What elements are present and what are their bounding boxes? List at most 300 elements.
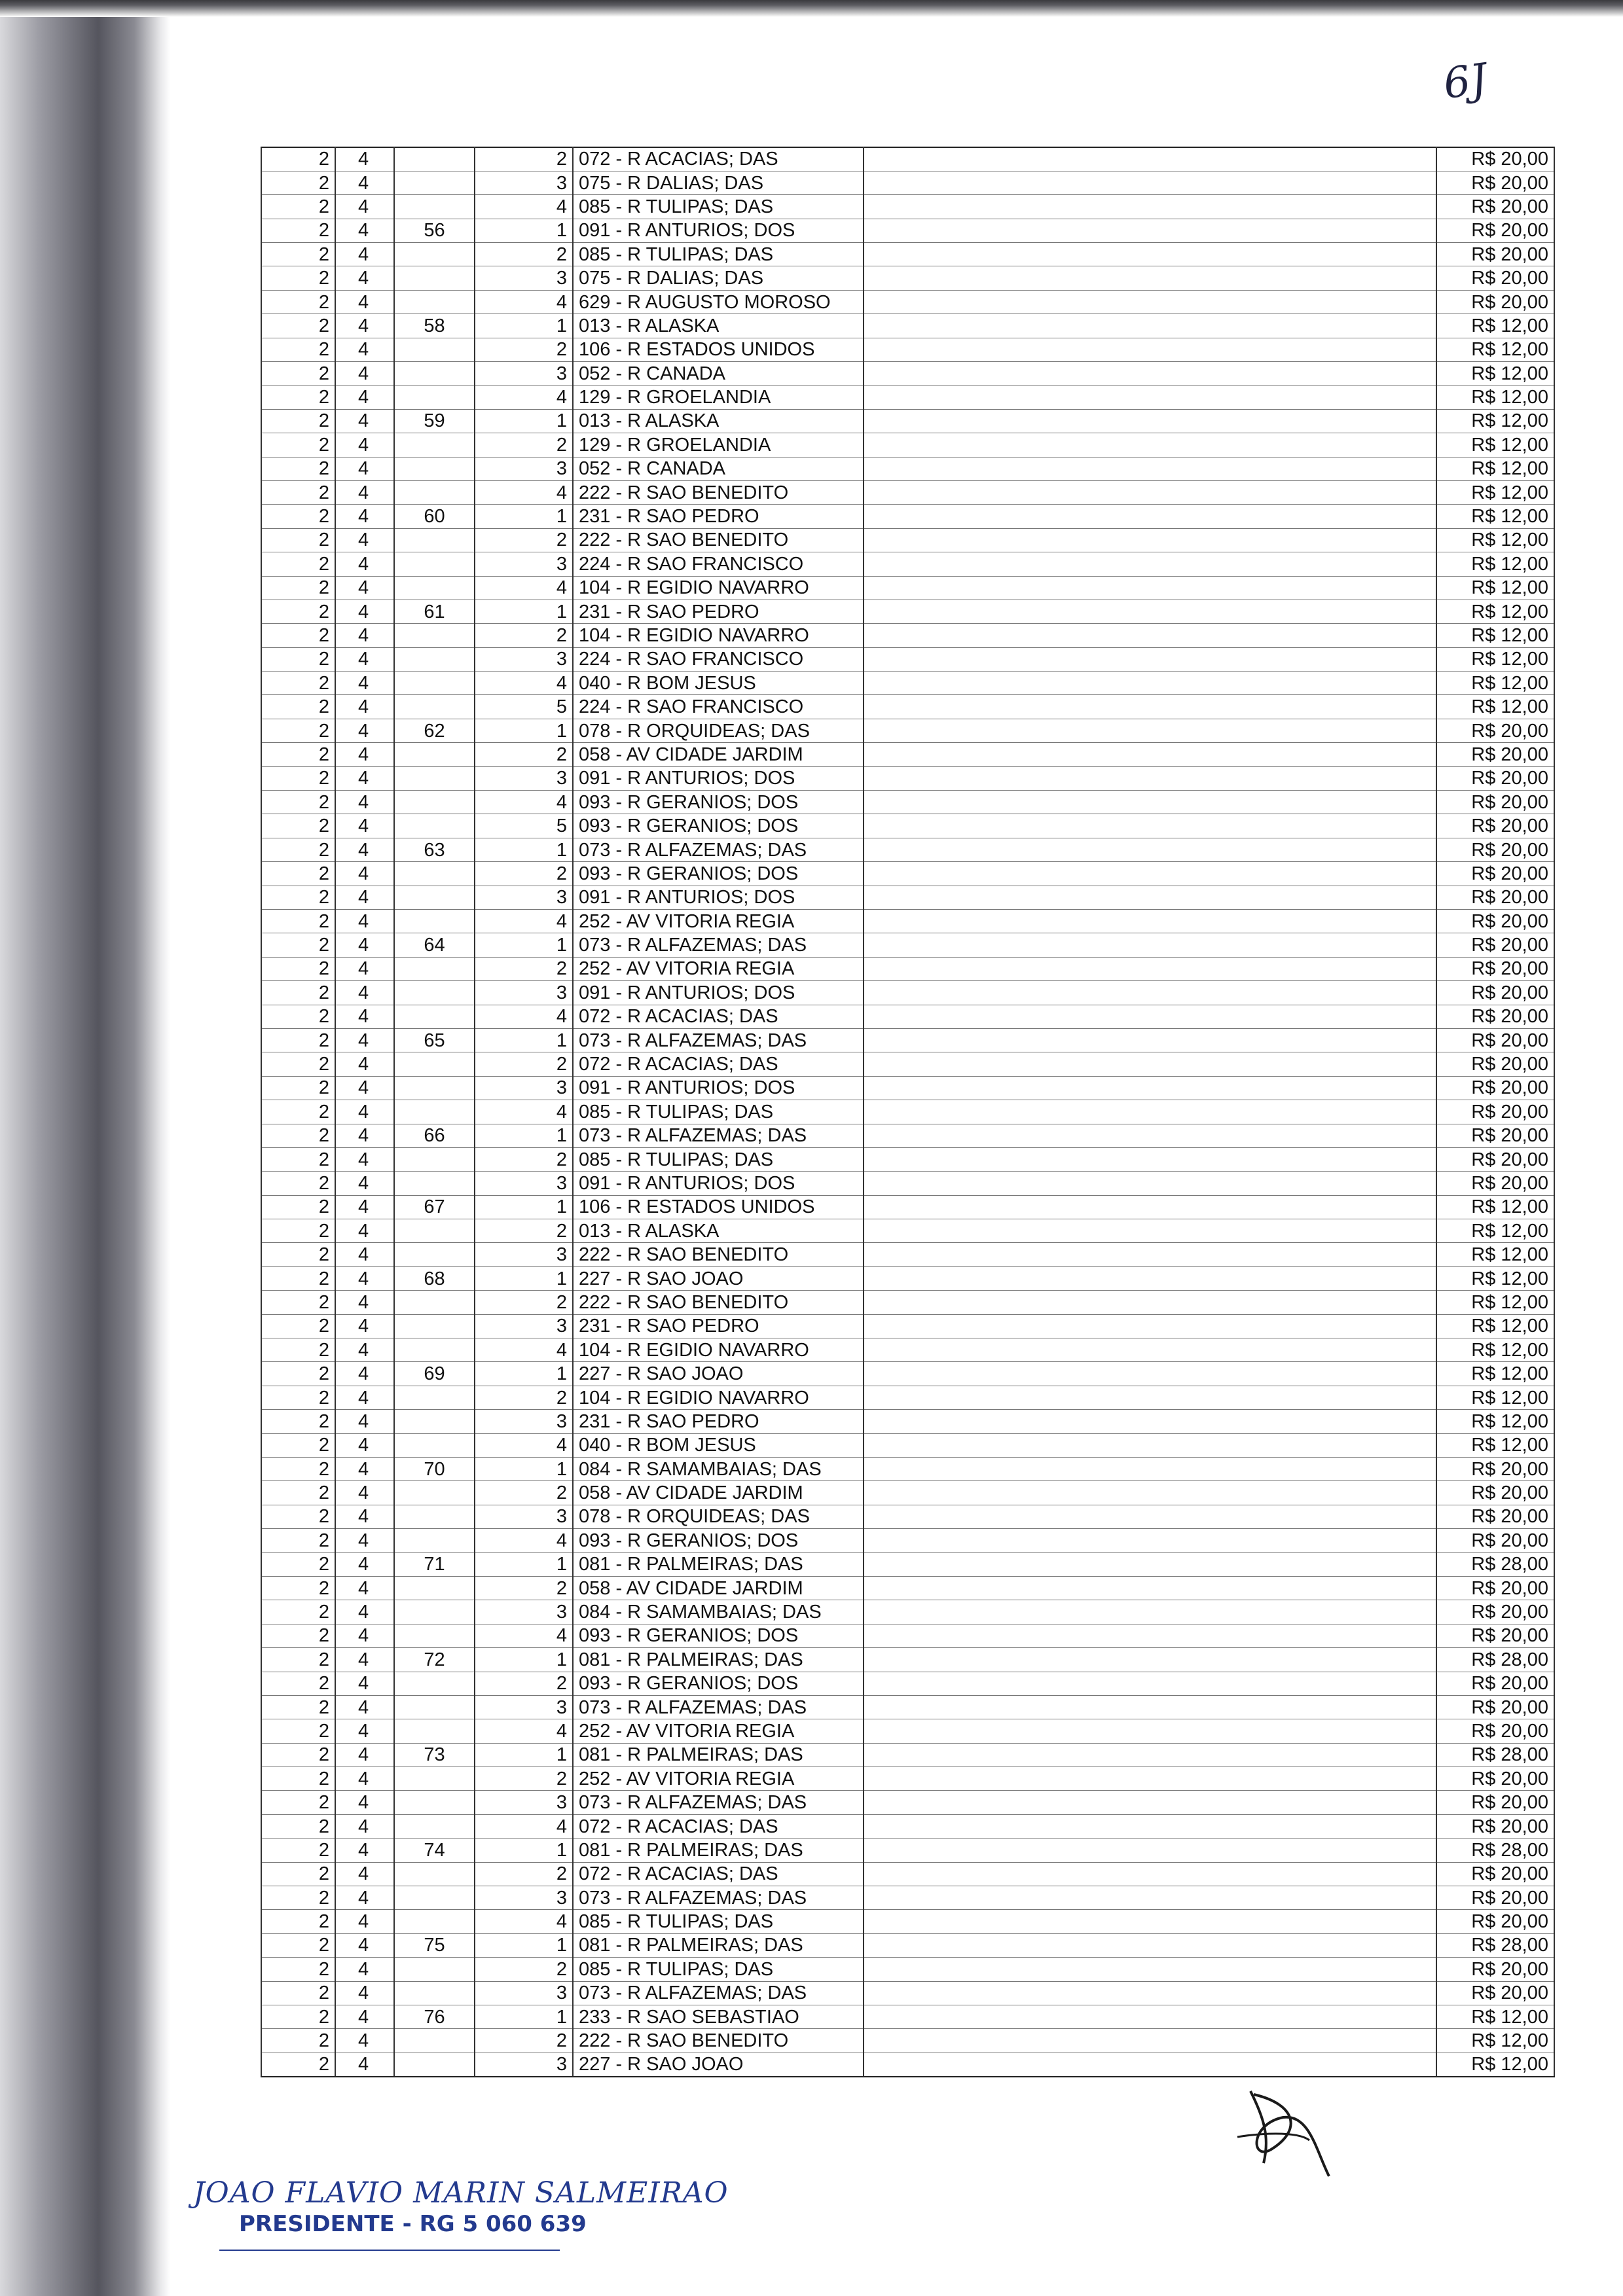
col-blank-cell (864, 1862, 1436, 1886)
col-street-cell: 084 - R SAMAMBAIAS; DAS (573, 1600, 864, 1624)
col-zone-cell: 4 (335, 1600, 394, 1624)
col-group-cell: 2 (261, 719, 335, 742)
col-street-cell: 073 - R ALFAZEMAS; DAS (573, 1981, 864, 2005)
col-seq-cell: 4 (475, 576, 573, 600)
col-zone-cell: 4 (335, 480, 394, 504)
col-block-cell (394, 1147, 475, 1171)
col-street-cell: 081 - R PALMEIRAS; DAS (573, 1839, 864, 1862)
col-value-cell: R$ 20,00 (1436, 1600, 1554, 1624)
col-value-cell: R$ 20,00 (1436, 719, 1554, 742)
col-seq-cell: 2 (475, 147, 573, 171)
col-group-cell: 2 (261, 362, 335, 386)
table-row (261, 2053, 1554, 2076)
col-group-cell: 2 (261, 1338, 335, 1362)
col-street-cell: 073 - R ALFAZEMAS; DAS (573, 1124, 864, 1147)
col-block-cell (394, 1791, 475, 1814)
col-seq-cell: 5 (475, 814, 573, 838)
col-zone-cell: 4 (335, 1291, 394, 1314)
col-blank-cell (864, 2053, 1436, 2076)
col-zone-cell: 4 (335, 1124, 394, 1147)
col-blank-cell (864, 2029, 1436, 2053)
col-zone-cell: 4 (335, 1933, 394, 1957)
table-row (261, 1433, 1554, 1457)
col-group-cell: 2 (261, 1958, 335, 1981)
col-group-cell: 2 (261, 933, 335, 957)
col-street-cell: 091 - R ANTURIOS; DOS (573, 1172, 864, 1195)
col-value-cell: R$ 28,00 (1436, 1933, 1554, 1957)
table-row (261, 910, 1554, 933)
table-row (261, 576, 1554, 600)
col-block-cell: 59 (394, 409, 475, 433)
col-group-cell: 2 (261, 1052, 335, 1076)
col-zone-cell: 4 (335, 1958, 394, 1981)
col-blank-cell (864, 838, 1436, 861)
col-value-cell: R$ 12,00 (1436, 2053, 1554, 2076)
col-zone-cell: 4 (335, 2053, 394, 2076)
table-row (261, 1266, 1554, 1290)
col-zone-cell: 4 (335, 1338, 394, 1362)
col-blank-cell (864, 1147, 1436, 1171)
col-zone-cell: 4 (335, 505, 394, 528)
col-group-cell: 2 (261, 386, 335, 409)
col-street-cell: 052 - R CANADA (573, 457, 864, 480)
col-street-cell: 052 - R CANADA (573, 362, 864, 386)
col-seq-cell: 3 (475, 457, 573, 480)
table-row (261, 1386, 1554, 1409)
table-row (261, 1672, 1554, 1695)
col-street-cell: 075 - R DALIAS; DAS (573, 266, 864, 290)
col-zone-cell: 4 (335, 266, 394, 290)
col-seq-cell: 3 (475, 362, 573, 386)
col-blank-cell (864, 886, 1436, 909)
scan-top-edge (0, 0, 1623, 17)
col-street-cell: 073 - R ALFAZEMAS; DAS (573, 1695, 864, 1719)
col-group-cell: 2 (261, 1433, 335, 1457)
table-row (261, 1147, 1554, 1171)
col-blank-cell (864, 528, 1436, 552)
col-seq-cell: 3 (475, 1076, 573, 1100)
table-row (261, 957, 1554, 980)
col-block-cell: 62 (394, 719, 475, 742)
col-street-cell: 075 - R DALIAS; DAS (573, 171, 864, 194)
col-group-cell: 2 (261, 2053, 335, 2076)
col-group-cell: 2 (261, 1386, 335, 1409)
col-seq-cell: 4 (475, 290, 573, 314)
col-seq-cell: 2 (475, 1219, 573, 1243)
col-group-cell: 2 (261, 243, 335, 266)
col-block-cell (394, 862, 475, 886)
col-group-cell: 2 (261, 1219, 335, 1243)
col-group-cell: 2 (261, 1243, 335, 1266)
col-seq-cell: 4 (475, 1005, 573, 1028)
col-zone-cell: 4 (335, 791, 394, 814)
col-blank-cell (864, 1600, 1436, 1624)
col-value-cell: R$ 20,00 (1436, 886, 1554, 909)
col-blank-cell (864, 1576, 1436, 1600)
col-blank-cell (864, 624, 1436, 647)
col-group-cell: 2 (261, 1791, 335, 1814)
col-street-cell: 222 - R SAO BENEDITO (573, 1243, 864, 1266)
table-row (261, 719, 1554, 742)
col-seq-cell: 3 (475, 1410, 573, 1433)
col-block-cell (394, 814, 475, 838)
col-zone-cell: 4 (335, 243, 394, 266)
col-value-cell: R$ 20,00 (1436, 1529, 1554, 1552)
col-value-cell: R$ 20,00 (1436, 1576, 1554, 1600)
col-zone-cell: 4 (335, 2005, 394, 2028)
col-value-cell: R$ 12,00 (1436, 505, 1554, 528)
col-seq-cell: 2 (475, 1576, 573, 1600)
col-blank-cell (864, 600, 1436, 623)
col-block-cell (394, 1862, 475, 1886)
col-block-cell (394, 1291, 475, 1314)
col-group-cell: 2 (261, 480, 335, 504)
col-zone-cell: 4 (335, 1481, 394, 1505)
col-value-cell: R$ 12,00 (1436, 386, 1554, 409)
col-value-cell: R$ 12,00 (1436, 624, 1554, 647)
table-row (261, 862, 1554, 886)
col-street-cell: 072 - R ACACIAS; DAS (573, 1862, 864, 1886)
col-zone-cell: 4 (335, 1981, 394, 2005)
col-block-cell (394, 1767, 475, 1791)
col-value-cell: R$ 12,00 (1436, 1266, 1554, 1290)
col-zone-cell: 4 (335, 1100, 394, 1124)
col-value-cell: R$ 20,00 (1436, 266, 1554, 290)
table-row (261, 266, 1554, 290)
table-row (261, 1243, 1554, 1266)
col-blank-cell (864, 862, 1436, 886)
col-value-cell: R$ 12,00 (1436, 409, 1554, 433)
col-street-cell: 093 - R GERANIOS; DOS (573, 862, 864, 886)
table-row (261, 624, 1554, 647)
table-row (261, 171, 1554, 194)
col-group-cell: 2 (261, 1624, 335, 1647)
col-zone-cell: 4 (335, 1052, 394, 1076)
col-blank-cell (864, 1672, 1436, 1695)
col-block-cell (394, 981, 475, 1005)
col-blank-cell (864, 1648, 1436, 1672)
col-seq-cell: 1 (475, 409, 573, 433)
col-street-cell: 091 - R ANTURIOS; DOS (573, 219, 864, 242)
col-seq-cell: 1 (475, 314, 573, 338)
col-value-cell: R$ 20,00 (1436, 791, 1554, 814)
table-row (261, 838, 1554, 861)
table-row (261, 695, 1554, 719)
col-block-cell: 75 (394, 1933, 475, 1957)
col-block-cell: 73 (394, 1743, 475, 1767)
col-group-cell: 2 (261, 576, 335, 600)
col-zone-cell: 4 (335, 1814, 394, 1838)
col-block-cell: 68 (394, 1266, 475, 1290)
col-blank-cell (864, 1481, 1436, 1505)
col-value-cell: R$ 12,00 (1436, 1386, 1554, 1409)
col-seq-cell: 3 (475, 1243, 573, 1266)
table-row (261, 1362, 1554, 1386)
data-table (261, 147, 1555, 2077)
table-row (261, 1172, 1554, 1195)
col-seq-cell: 1 (475, 505, 573, 528)
col-zone-cell: 4 (335, 457, 394, 480)
col-seq-cell: 3 (475, 1505, 573, 1528)
col-value-cell: R$ 12,00 (1436, 338, 1554, 361)
col-zone-cell: 4 (335, 433, 394, 457)
col-group-cell: 2 (261, 1862, 335, 1886)
col-seq-cell: 4 (475, 1624, 573, 1647)
col-zone-cell: 4 (335, 386, 394, 409)
col-blank-cell (864, 1981, 1436, 2005)
col-group-cell: 2 (261, 766, 335, 790)
col-value-cell: R$ 12,00 (1436, 1410, 1554, 1433)
col-group-cell: 2 (261, 266, 335, 290)
col-block-cell (394, 1386, 475, 1409)
col-seq-cell: 3 (475, 981, 573, 1005)
col-seq-cell: 1 (475, 1362, 573, 1386)
table-row (261, 814, 1554, 838)
col-blank-cell (864, 409, 1436, 433)
col-street-cell: 129 - R GROELANDIA (573, 386, 864, 409)
col-seq-cell: 2 (475, 1052, 573, 1076)
col-seq-cell: 3 (475, 1314, 573, 1338)
col-zone-cell: 4 (335, 2029, 394, 2053)
col-street-cell: 078 - R ORQUIDEAS; DAS (573, 719, 864, 742)
col-blank-cell (864, 1410, 1436, 1433)
col-seq-cell: 2 (475, 743, 573, 766)
col-blank-cell (864, 2005, 1436, 2028)
col-group-cell: 2 (261, 862, 335, 886)
col-value-cell: R$ 20,00 (1436, 1481, 1554, 1505)
col-blank-cell (864, 719, 1436, 742)
table-row (261, 2005, 1554, 2028)
col-street-cell: 091 - R ANTURIOS; DOS (573, 1076, 864, 1100)
col-group-cell: 2 (261, 838, 335, 861)
col-zone-cell: 4 (335, 600, 394, 623)
col-street-cell: 227 - R SAO JOAO (573, 1362, 864, 1386)
col-value-cell: R$ 20,00 (1436, 147, 1554, 171)
col-blank-cell (864, 1219, 1436, 1243)
col-blank-cell (864, 910, 1436, 933)
table-row (261, 647, 1554, 671)
col-zone-cell: 4 (335, 766, 394, 790)
col-seq-cell: 1 (475, 838, 573, 861)
table-row (261, 1005, 1554, 1028)
col-group-cell: 2 (261, 1839, 335, 1862)
col-zone-cell: 4 (335, 719, 394, 742)
col-street-cell: 222 - R SAO BENEDITO (573, 528, 864, 552)
col-value-cell: R$ 20,00 (1436, 1147, 1554, 1171)
col-zone-cell: 4 (335, 552, 394, 576)
col-seq-cell: 3 (475, 1695, 573, 1719)
col-blank-cell (864, 433, 1436, 457)
col-block-cell: 69 (394, 1362, 475, 1386)
table-row (261, 1695, 1554, 1719)
col-value-cell: R$ 12,00 (1436, 1362, 1554, 1386)
col-blank-cell (864, 933, 1436, 957)
col-value-cell: R$ 20,00 (1436, 766, 1554, 790)
col-value-cell: R$ 20,00 (1436, 933, 1554, 957)
col-street-cell: 085 - R TULIPAS; DAS (573, 1147, 864, 1171)
col-value-cell: R$ 20,00 (1436, 838, 1554, 861)
col-group-cell: 2 (261, 1481, 335, 1505)
table-row (261, 933, 1554, 957)
col-blank-cell (864, 1314, 1436, 1338)
col-zone-cell: 4 (335, 528, 394, 552)
col-blank-cell (864, 338, 1436, 361)
col-blank-cell (864, 1624, 1436, 1647)
col-group-cell: 2 (261, 1672, 335, 1695)
col-zone-cell: 4 (335, 1552, 394, 1576)
table-row (261, 1457, 1554, 1480)
col-block-cell (394, 171, 475, 194)
col-group-cell: 2 (261, 314, 335, 338)
col-seq-cell: 4 (475, 480, 573, 504)
col-zone-cell: 4 (335, 1386, 394, 1409)
col-block-cell (394, 433, 475, 457)
table-row (261, 1767, 1554, 1791)
col-street-cell: 085 - R TULIPAS; DAS (573, 1100, 864, 1124)
col-street-cell: 073 - R ALFAZEMAS; DAS (573, 1791, 864, 1814)
col-group-cell: 2 (261, 1028, 335, 1052)
col-group-cell: 2 (261, 195, 335, 219)
col-group-cell: 2 (261, 624, 335, 647)
col-group-cell: 2 (261, 1195, 335, 1219)
col-value-cell: R$ 12,00 (1436, 576, 1554, 600)
col-value-cell: R$ 20,00 (1436, 1791, 1554, 1814)
signature-mark (1224, 2078, 1342, 2183)
col-zone-cell: 4 (335, 1910, 394, 1933)
col-value-cell: R$ 20,00 (1436, 195, 1554, 219)
table-row (261, 1552, 1554, 1576)
col-street-cell: 085 - R TULIPAS; DAS (573, 1910, 864, 1933)
col-group-cell: 2 (261, 1529, 335, 1552)
table-row (261, 600, 1554, 623)
col-blank-cell (864, 1933, 1436, 1957)
col-blank-cell (864, 1124, 1436, 1147)
col-zone-cell: 4 (335, 171, 394, 194)
handwritten-page-number: 6J (1440, 54, 1491, 109)
col-block-cell (394, 1052, 475, 1076)
col-block-cell: 70 (394, 1457, 475, 1480)
col-block-cell (394, 766, 475, 790)
col-seq-cell: 4 (475, 1100, 573, 1124)
table-row (261, 409, 1554, 433)
col-block-cell: 66 (394, 1124, 475, 1147)
table-row (261, 1648, 1554, 1672)
col-zone-cell: 4 (335, 1410, 394, 1433)
col-seq-cell: 2 (475, 1862, 573, 1886)
col-blank-cell (864, 957, 1436, 980)
col-block-cell (394, 791, 475, 814)
col-seq-cell: 3 (475, 1886, 573, 1910)
col-group-cell: 2 (261, 1147, 335, 1171)
col-zone-cell: 4 (335, 1624, 394, 1647)
col-group-cell: 2 (261, 290, 335, 314)
table-row (261, 1052, 1554, 1076)
col-group-cell: 2 (261, 886, 335, 909)
col-blank-cell (864, 1076, 1436, 1100)
table-row (261, 1886, 1554, 1910)
col-zone-cell: 4 (335, 1362, 394, 1386)
col-zone-cell: 4 (335, 1243, 394, 1266)
col-group-cell: 2 (261, 1505, 335, 1528)
col-zone-cell: 4 (335, 624, 394, 647)
col-zone-cell: 4 (335, 195, 394, 219)
col-seq-cell: 4 (475, 1433, 573, 1457)
col-group-cell: 2 (261, 433, 335, 457)
table-row (261, 766, 1554, 790)
col-seq-cell: 4 (475, 910, 573, 933)
col-group-cell: 2 (261, 1124, 335, 1147)
col-block-cell (394, 457, 475, 480)
col-street-cell: 085 - R TULIPAS; DAS (573, 243, 864, 266)
col-block-cell (394, 672, 475, 695)
col-block-cell (394, 695, 475, 719)
col-blank-cell (864, 147, 1436, 171)
table-row (261, 1814, 1554, 1838)
col-value-cell: R$ 20,00 (1436, 814, 1554, 838)
col-value-cell: R$ 20,00 (1436, 1124, 1554, 1147)
col-seq-cell: 3 (475, 1981, 573, 2005)
col-zone-cell: 4 (335, 1529, 394, 1552)
col-blank-cell (864, 1791, 1436, 1814)
col-zone-cell: 4 (335, 1505, 394, 1528)
col-seq-cell: 3 (475, 1600, 573, 1624)
col-blank-cell (864, 791, 1436, 814)
col-block-cell (394, 1505, 475, 1528)
col-value-cell: R$ 20,00 (1436, 910, 1554, 933)
col-zone-cell: 4 (335, 1266, 394, 1290)
col-block-cell: 67 (394, 1195, 475, 1219)
col-zone-cell: 4 (335, 814, 394, 838)
table-row (261, 1529, 1554, 1552)
col-value-cell: R$ 12,00 (1436, 1314, 1554, 1338)
col-blank-cell (864, 1743, 1436, 1767)
col-street-cell: 093 - R GERANIOS; DOS (573, 1672, 864, 1695)
table-row (261, 1600, 1554, 1624)
col-zone-cell: 4 (335, 576, 394, 600)
col-zone-cell: 4 (335, 1791, 394, 1814)
table-row (261, 1028, 1554, 1052)
col-value-cell: R$ 20,00 (1436, 1719, 1554, 1743)
col-block-cell (394, 1219, 475, 1243)
col-block-cell (394, 1076, 475, 1100)
col-zone-cell: 4 (335, 1886, 394, 1910)
col-value-cell: R$ 12,00 (1436, 528, 1554, 552)
col-value-cell: R$ 28,00 (1436, 1552, 1554, 1576)
col-block-cell: 61 (394, 600, 475, 623)
col-group-cell: 2 (261, 910, 335, 933)
col-seq-cell: 5 (475, 695, 573, 719)
col-zone-cell: 4 (335, 219, 394, 242)
table-row (261, 528, 1554, 552)
col-blank-cell (864, 981, 1436, 1005)
table-row (261, 886, 1554, 909)
col-blank-cell (864, 1052, 1436, 1076)
col-value-cell: R$ 20,00 (1436, 1624, 1554, 1647)
col-blank-cell (864, 743, 1436, 766)
col-seq-cell: 1 (475, 1743, 573, 1767)
col-block-cell (394, 1624, 475, 1647)
table-body (261, 147, 1554, 2077)
col-group-cell: 2 (261, 338, 335, 361)
col-seq-cell: 1 (475, 719, 573, 742)
col-block-cell (394, 624, 475, 647)
col-block-cell (394, 266, 475, 290)
col-group-cell: 2 (261, 743, 335, 766)
col-zone-cell: 4 (335, 743, 394, 766)
col-blank-cell (864, 1695, 1436, 1719)
col-street-cell: 040 - R BOM JESUS (573, 672, 864, 695)
col-value-cell: R$ 20,00 (1436, 1695, 1554, 1719)
